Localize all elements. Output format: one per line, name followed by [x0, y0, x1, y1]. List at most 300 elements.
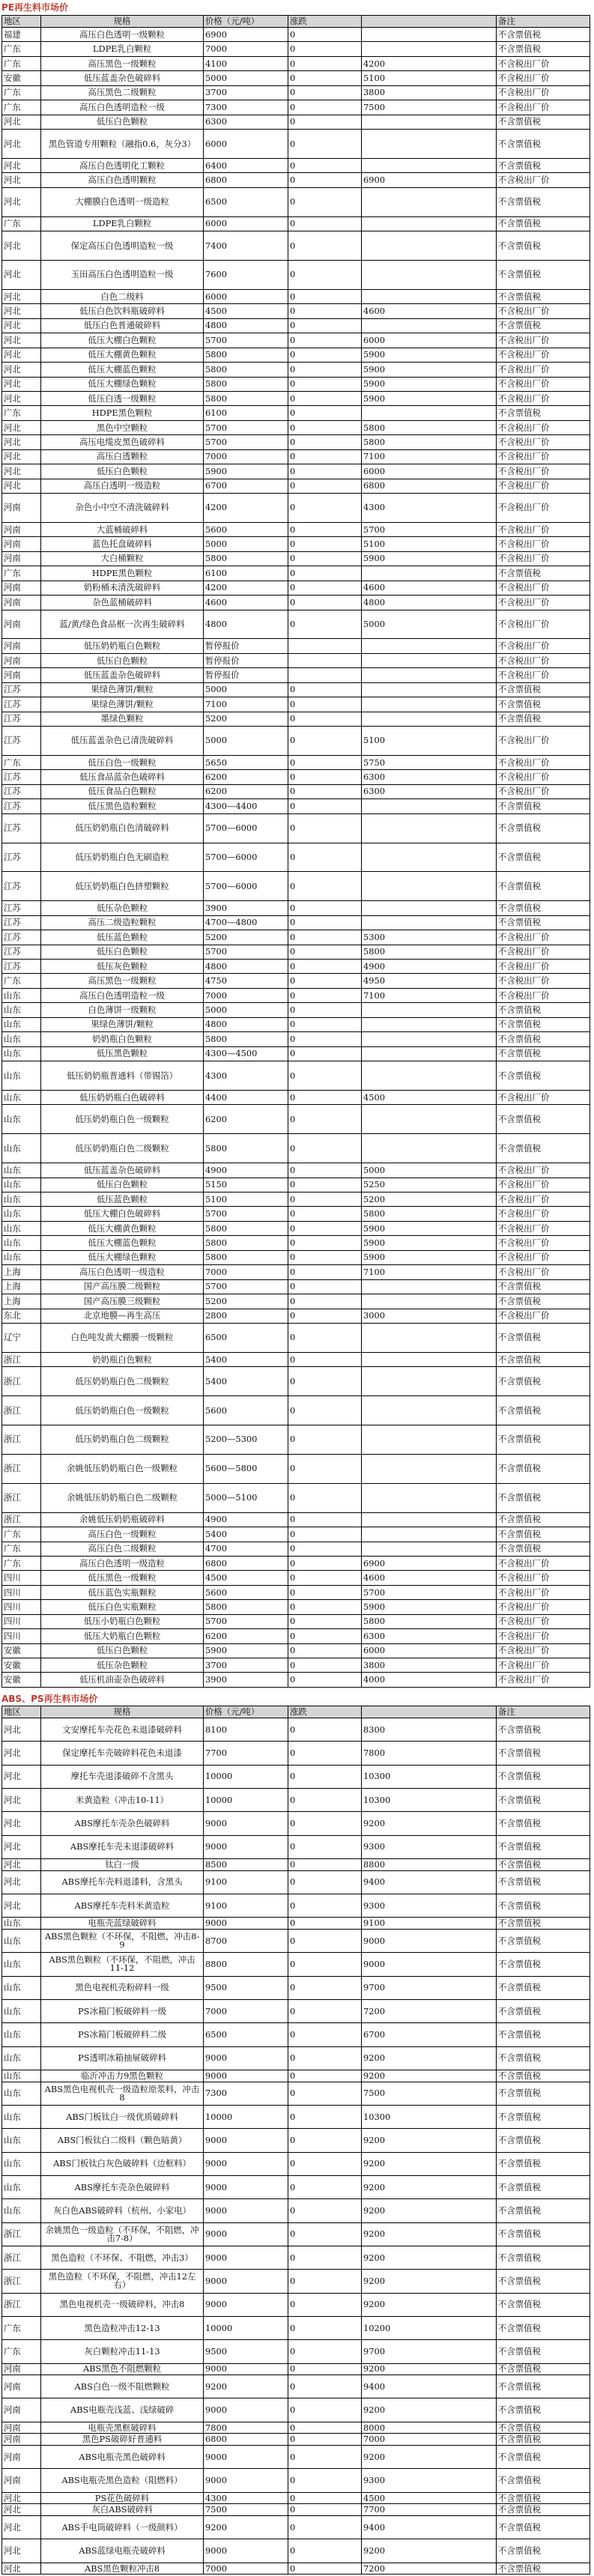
region-cell: 河南 [2, 668, 41, 682]
remark-cell: 不含税出厂价 [497, 333, 590, 348]
table-row [2, 56, 590, 70]
region-cell: 河北 [2, 158, 41, 172]
spec-cell: 灰白颗粒冲击11-13 [41, 2340, 204, 2363]
region-cell: 河北 [2, 1718, 41, 1742]
table-row [2, 1542, 590, 1556]
header-cell: 价格（元/吨） [204, 16, 288, 28]
header-cell: 涨跌 [288, 16, 362, 28]
table-row [2, 668, 590, 682]
change-cell: 0 [288, 261, 362, 290]
remark-cell: 不含税出厂价 [497, 1192, 590, 1207]
region-cell: 山东 [2, 1017, 41, 1031]
table-row [2, 2023, 590, 2046]
change-cell: 0 [288, 464, 362, 479]
spec-cell: 余姚低压奶奶瓶破碎料 [41, 1512, 204, 1527]
remark-cell: 不含税出厂价 [497, 1163, 590, 1178]
spec-cell: 低压奶奶瓶白色二级颗粒 [41, 1367, 204, 1396]
remark-cell: 不含票值税 [497, 2129, 590, 2152]
remark-cell: 不含税出厂价 [497, 945, 590, 959]
price-alt-cell [362, 130, 497, 159]
price-alt-cell: 8800 [362, 1858, 497, 1870]
price-alt-cell: 6000 [362, 1643, 497, 1658]
spec-cell: 黑色造粒（不环保、不阻燃，冲击12左右） [41, 2270, 204, 2293]
change-cell: 0 [288, 1309, 362, 1323]
price-alt-cell: 9200 [362, 2539, 497, 2563]
price-alt-cell: 4900 [362, 960, 497, 974]
remark-cell: 不含票值税 [497, 2492, 590, 2504]
region-cell: 山东 [2, 2046, 41, 2070]
region-cell: 浙江 [2, 1367, 41, 1396]
header-cell [362, 1706, 497, 1718]
spec-cell: 高压白色透明颗粒 [41, 173, 204, 187]
change-cell: 0 [288, 843, 362, 872]
region-cell: 江苏 [2, 960, 41, 974]
price-alt-cell [362, 1352, 497, 1366]
table-row [2, 71, 590, 85]
region-cell: 广东 [2, 1542, 41, 1556]
price-cell: 5800 [204, 1032, 288, 1046]
spec-cell: 高压白色透明化工颗粒 [41, 158, 204, 172]
region-cell: 山东 [2, 1953, 41, 1976]
change-cell: 0 [288, 216, 362, 231]
table-row [2, 653, 590, 667]
price-alt-cell: 9200 [362, 2270, 497, 2293]
remark-cell: 不含票值税 [497, 712, 590, 726]
change-cell: 0 [288, 1323, 362, 1352]
price-alt-cell: 10300 [362, 1788, 497, 1811]
region-cell: 山东 [2, 1003, 41, 1017]
table-row [2, 974, 590, 988]
remark-cell: 不含税出厂价 [497, 494, 590, 523]
spec-cell: 余姚低压奶奶瓶白色二级颗粒 [41, 1483, 204, 1512]
price-alt-cell: 5900 [362, 551, 497, 566]
remark-cell: 不含税出厂价 [497, 449, 590, 464]
price-alt-cell [362, 187, 497, 216]
change-cell: 0 [288, 2316, 362, 2339]
price-alt-cell: 5300 [362, 930, 497, 945]
price-cell: 5800 [204, 1600, 288, 1614]
region-cell: 江苏 [2, 843, 41, 872]
spec-cell: 低压白色颗粒 [41, 464, 204, 479]
spec-cell: 低压奶奶瓶白色一级颗粒 [41, 1396, 204, 1425]
region-cell: 河南 [2, 2375, 41, 2398]
price-cell: 5400 [204, 1367, 288, 1396]
change-cell: 0 [288, 1614, 362, 1628]
table-row [2, 173, 590, 187]
change-cell: 0 [288, 799, 362, 813]
region-cell: 浙江 [2, 1396, 41, 1425]
remark-cell: 不含票值税 [497, 1046, 590, 1061]
remark-cell: 不含税出厂价 [497, 464, 590, 479]
region-cell: 河北 [2, 304, 41, 318]
table-row [2, 1812, 590, 1835]
price-cell: 9000 [204, 2199, 288, 2222]
price-alt-cell [362, 1003, 497, 1017]
price-cell: 5700—6000 [204, 843, 288, 872]
remark-cell: 不含票值税 [497, 1788, 590, 1811]
remark-cell: 不含票值税 [497, 682, 590, 697]
price-alt-cell: 3800 [362, 1658, 497, 1673]
price-alt-cell: 7800 [362, 1742, 497, 1765]
price-cell: 4700—4800 [204, 915, 288, 930]
table-row [2, 1894, 590, 1917]
spec-cell: ABS黑色电视机壳一级造粒原浆料，冲击8 [41, 2082, 204, 2105]
table-row [2, 130, 590, 159]
spec-cell: 大白桶颗粒 [41, 551, 204, 566]
price-cell: 6500 [204, 2023, 288, 2046]
spec-cell: 低压奶奶瓶白色二级颗粒 [41, 1134, 204, 1163]
change-cell: 0 [288, 1032, 362, 1046]
price-alt-cell: 4800 [362, 595, 497, 610]
remark-cell: 不含税出厂价 [497, 610, 590, 639]
price-cell: 9000 [204, 2246, 288, 2269]
change-cell: 0 [288, 2340, 362, 2363]
spec-cell: 白色吨发黄大棚膜一级颗粒 [41, 1323, 204, 1352]
table-row [2, 1918, 590, 1930]
change-cell: 0 [288, 2539, 362, 2563]
table-row [2, 712, 590, 726]
price-cell: 5900 [204, 1643, 288, 1658]
price-cell: 6900 [204, 28, 288, 42]
change-cell: 0 [288, 71, 362, 85]
price-cell: 5000 [204, 71, 288, 85]
spec-cell: 低压白色颗粒 [41, 945, 204, 959]
price-alt-cell [362, 115, 497, 129]
spec-cell: 保定摩托车壳破碎料花色未退漆 [41, 1742, 204, 1765]
change-cell: 0 [288, 2175, 362, 2198]
remark-cell: 不含税出厂价 [497, 522, 590, 536]
region-cell: 河北 [2, 348, 41, 362]
spec-cell: 高压白色透明一级造粒 [41, 1265, 204, 1279]
change-cell: 0 [288, 2398, 362, 2422]
region-cell: 江苏 [2, 784, 41, 798]
region-cell: 山东 [2, 988, 41, 1002]
region-cell: 山东 [2, 1236, 41, 1250]
change-cell: 0 [288, 2222, 362, 2246]
region-cell: 河北 [2, 2492, 41, 2504]
table-row [2, 1929, 590, 1952]
price-cell: 5800 [204, 1250, 288, 1264]
change-cell: 0 [288, 1090, 362, 1104]
price-alt-cell [362, 901, 497, 915]
region-cell: 山东 [2, 1061, 41, 1091]
table-row [2, 115, 590, 129]
remark-cell: 不含税出厂价 [497, 1629, 590, 1643]
remark-cell: 不含税出厂价 [497, 1571, 590, 1585]
region-cell: 河北 [2, 377, 41, 391]
spec-cell: 杂色蓝桶破碎料 [41, 595, 204, 610]
region-cell: 河北 [2, 187, 41, 216]
price-cell: 4900 [204, 1163, 288, 1178]
remark-cell: 不含税出厂价 [497, 755, 590, 769]
spec-cell: 低压白色颗粒 [41, 1643, 204, 1658]
table-row [2, 1673, 590, 1687]
price-alt-cell: 5700 [362, 522, 497, 536]
price-alt-cell: 9200 [362, 2046, 497, 2070]
table-row [2, 1483, 590, 1512]
spec-cell: ABS电瓶壳黑色破碎料 [41, 2446, 204, 2469]
spec-cell: ABS摩托车壳料米黄造粒 [41, 1894, 204, 1917]
spec-cell: 大棚膜白色透明一级造粒 [41, 187, 204, 216]
change-cell: 0 [288, 1870, 362, 1894]
region-cell: 江苏 [2, 901, 41, 915]
price-alt-cell: 5900 [362, 1250, 497, 1264]
region-cell: 河南 [2, 2363, 41, 2375]
price-cell: 9000 [204, 2046, 288, 2070]
table-row [2, 449, 590, 464]
table-row [2, 2175, 590, 2198]
price-alt-cell [362, 872, 497, 901]
change-cell [288, 653, 362, 667]
price-cell: 暂停报价 [204, 639, 288, 653]
spec-cell: 黑色中空颗粒 [41, 420, 204, 434]
price-cell: 9200 [204, 2516, 288, 2539]
spec-cell: 低压黑色颗粒 [41, 1046, 204, 1061]
spec-cell: 电瓶壳黑框破碎料 [41, 2422, 204, 2434]
change-cell: 0 [288, 2469, 362, 2492]
remark-cell: 不含票值税 [497, 2340, 590, 2363]
change-cell: 0 [288, 1046, 362, 1061]
change-cell: 0 [288, 960, 362, 974]
change-cell: 0 [288, 1629, 362, 1643]
table-row [2, 1061, 590, 1091]
region-cell: 四川 [2, 1614, 41, 1628]
price-alt-cell [362, 1017, 497, 1031]
change-cell: 0 [288, 784, 362, 798]
region-cell: 广东 [2, 100, 41, 115]
remark-cell: 不含票值税 [497, 1396, 590, 1425]
change-cell: 0 [288, 2563, 362, 2575]
change-cell: 0 [288, 2504, 362, 2516]
change-cell: 0 [288, 56, 362, 70]
price-alt-cell [362, 697, 497, 712]
spec-cell: 高压黑色一级颗粒 [41, 974, 204, 988]
spec-cell: 低压奶奶瓶白色无刷造粒 [41, 843, 204, 872]
price-alt-cell: 5900 [362, 1600, 497, 1614]
table-row [2, 261, 590, 290]
change-cell: 0 [288, 1003, 362, 1017]
spec-cell: 余姚黑色一级造粒（不环保，不阻燃，冲击7-8） [41, 2222, 204, 2246]
table-row [2, 930, 590, 945]
price-cell: 5900 [204, 464, 288, 479]
change-cell: 0 [288, 1858, 362, 1870]
change-cell: 0 [288, 494, 362, 523]
price-alt-cell: 9400 [362, 1870, 497, 1894]
remark-cell: 不含票值税 [497, 1425, 590, 1455]
table-row [2, 1870, 590, 1894]
region-cell: 广东 [2, 216, 41, 231]
region-cell: 河北 [2, 130, 41, 159]
spec-cell: 大蓝桶破碎料 [41, 522, 204, 536]
change-cell: 0 [288, 988, 362, 1002]
region-cell: 广东 [2, 1556, 41, 1570]
remark-cell: 不含票值税 [497, 406, 590, 420]
price-alt-cell [362, 712, 497, 726]
table-row [2, 1742, 590, 1765]
table-row [2, 901, 590, 915]
price-alt-cell: 9700 [362, 2340, 497, 2363]
change-cell: 0 [288, 2270, 362, 2293]
header-cell: 备注 [497, 16, 590, 28]
price-cell: 5400 [204, 1527, 288, 1542]
price-cell: 10000 [204, 2105, 288, 2128]
remark-cell: 不含票值税 [497, 2023, 590, 2046]
region-cell: 江苏 [2, 697, 41, 712]
price-cell: 4100 [204, 56, 288, 70]
remark-cell: 不含税出厂价 [497, 1207, 590, 1221]
spec-cell: 低压食品白色颗粒 [41, 784, 204, 798]
change-cell: 0 [288, 727, 362, 756]
region-cell: 河北 [2, 1742, 41, 1765]
table-row [2, 1643, 590, 1658]
remark-cell: 不含税出厂价 [497, 1090, 590, 1104]
price-cell: 6100 [204, 566, 288, 581]
change-cell: 0 [288, 1061, 362, 1091]
change-cell: 0 [288, 1788, 362, 1811]
table-row [2, 1352, 590, 1366]
change-cell: 0 [288, 363, 362, 377]
table-row [2, 2434, 590, 2446]
price-cell: 5200 [204, 1294, 288, 1309]
remark-cell: 不含票值税 [497, 1894, 590, 1917]
spec-cell: 高压黑色一级颗粒 [41, 56, 204, 70]
price-cell: 5800 [204, 363, 288, 377]
price-cell: 4200 [204, 581, 288, 595]
price-cell: 6800 [204, 173, 288, 187]
header-cell [362, 16, 497, 28]
price-alt-cell: 5100 [362, 71, 497, 85]
price-alt-cell [362, 1542, 497, 1556]
price-alt-cell [362, 1323, 497, 1352]
region-cell: 河南 [2, 2469, 41, 2492]
price-cell: 6100 [204, 406, 288, 420]
remark-cell: 不含税出厂价 [497, 1614, 590, 1628]
price-alt-cell: 9700 [362, 1976, 497, 1999]
change-cell: 0 [288, 915, 362, 930]
change-cell: 0 [288, 755, 362, 769]
remark-cell: 不含票值税 [497, 1542, 590, 1556]
table-row [2, 318, 590, 333]
price-cell: 9000 [204, 2152, 288, 2175]
table-row [2, 231, 590, 261]
table-row [2, 1556, 590, 1570]
price-cell: 7400 [204, 231, 288, 261]
table-row [2, 872, 590, 901]
region-cell: 河北 [2, 1894, 41, 1917]
price-alt-cell: 3800 [362, 85, 497, 100]
table-row [2, 304, 590, 318]
remark-cell: 不含票值税 [497, 2375, 590, 2398]
spec-cell: 保定高压白色透明造粒一级 [41, 231, 204, 261]
spec-cell: 北京地膜—再生高压 [41, 1309, 204, 1323]
price-cell: 7800 [204, 2422, 288, 2434]
table-row [2, 1250, 590, 1264]
price-cell: 4800 [204, 1017, 288, 1031]
price-cell: 5100 [204, 1192, 288, 1207]
spec-cell: 国产高压膜二级颗粒 [41, 1279, 204, 1294]
spec-cell: 低压白色一级颗粒 [41, 755, 204, 769]
region-cell: 山东 [2, 2152, 41, 2175]
spec-cell: 杂色小中空不清洗破碎料 [41, 494, 204, 523]
remark-cell: 不含税出厂价 [497, 1600, 590, 1614]
spec-cell: 高压白色二级颗粒 [41, 1542, 204, 1556]
region-cell: 广东 [2, 2316, 41, 2339]
spec-cell: HDPE黑色颗粒 [41, 566, 204, 581]
price-cell: 7600 [204, 261, 288, 290]
region-cell: 河南 [2, 494, 41, 523]
change-cell: 0 [288, 1236, 362, 1250]
price-alt-cell [362, 28, 497, 42]
change-cell: 0 [288, 1221, 362, 1235]
spec-cell: 低压奶奶瓶白色破碎料 [41, 1090, 204, 1104]
spec-cell: 临沂冲击力9黑色颗粒 [41, 2070, 204, 2082]
change-cell: 0 [288, 449, 362, 464]
region-cell: 河南 [2, 595, 41, 610]
spec-cell: 低压白色实瓶颗粒 [41, 1600, 204, 1614]
spec-cell: 低压大奶瓶白色颗粒 [41, 1629, 204, 1643]
price-alt-cell: 5900 [362, 1236, 497, 1250]
price-alt-cell: 4950 [362, 974, 497, 988]
price-alt-cell: 6000 [362, 464, 497, 479]
region-cell: 福建 [2, 28, 41, 42]
price-cell: 5800 [204, 348, 288, 362]
price-alt-cell [362, 1483, 497, 1512]
price-cell: 6200 [204, 1629, 288, 1643]
remark-cell: 不含票值税 [497, 843, 590, 872]
spec-cell: 低压奶奶瓶白色挤塑颗粒 [41, 872, 204, 901]
table-row [2, 1105, 590, 1134]
remark-cell: 不含票值税 [497, 1483, 590, 1512]
spec-cell: 文安摩托车壳花色未退漆破碎料 [41, 1718, 204, 1742]
price-alt-cell: 4500 [362, 1090, 497, 1104]
price-cell: 暂停报价 [204, 668, 288, 682]
remark-cell: 不含票值税 [497, 2539, 590, 2563]
spec-cell: 黑色造粒冲击12-13 [41, 2316, 204, 2339]
price-alt-cell: 5100 [362, 537, 497, 551]
change-cell: 0 [288, 28, 362, 42]
region-cell: 山东 [2, 2129, 41, 2152]
spec-cell: 低压黑色一级颗粒 [41, 1571, 204, 1585]
table-row [2, 100, 590, 115]
remark-cell: 不含票值税 [497, 1134, 590, 1163]
price-cell: 4400 [204, 1090, 288, 1104]
price-cell: 9000 [204, 1835, 288, 1858]
spec-cell: LDPE乳白颗粒 [41, 42, 204, 56]
spec-cell: 高压白色一级颗粒 [41, 1527, 204, 1542]
price-alt-cell: 5900 [362, 1221, 497, 1235]
spec-cell: 黑色造粒（不环保、不阻燃，冲击3） [41, 2246, 204, 2269]
price-cell: 3900 [204, 901, 288, 915]
region-cell: 河北 [2, 391, 41, 405]
spec-cell: 低压大棚黄色颗粒 [41, 348, 204, 362]
price-alt-cell: 4600 [362, 581, 497, 595]
region-cell: 河北 [2, 464, 41, 479]
spec-cell: 低压大棚绿色颗粒 [41, 377, 204, 391]
spec-cell: ABS电瓶壳黑色造粒（阻燃料） [41, 2469, 204, 2492]
table-row [2, 755, 590, 769]
table-row [2, 2129, 590, 2152]
table-row [2, 1571, 590, 1585]
remark-cell: 不含税出厂价 [497, 304, 590, 318]
change-cell: 0 [288, 2023, 362, 2046]
price-cell: 4500 [204, 304, 288, 318]
price-cell: 4900 [204, 1512, 288, 1527]
change-cell: 0 [288, 318, 362, 333]
region-cell: 河南 [2, 537, 41, 551]
remark-cell: 不含票值税 [497, 2070, 590, 2082]
change-cell: 0 [288, 1512, 362, 1527]
remark-cell: 不含票值税 [497, 2563, 590, 2575]
